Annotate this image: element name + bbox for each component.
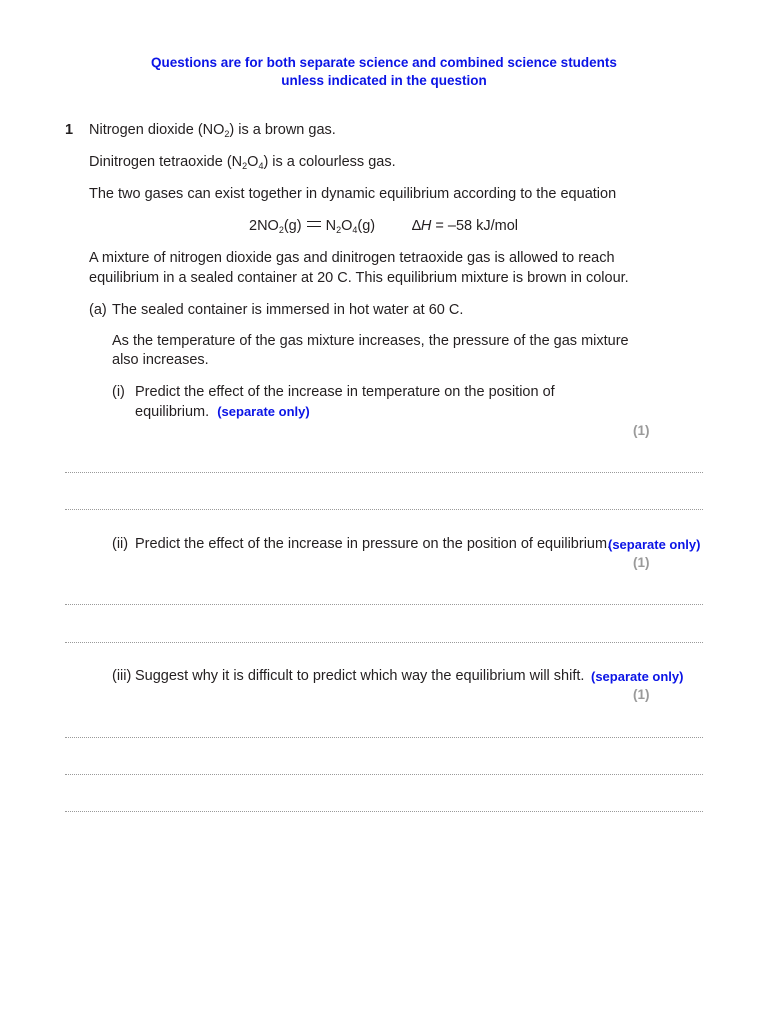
marks-ii: (1) xyxy=(633,555,650,570)
sentence-equilibrium-intro: The two gases can exist together in dynamic equilibrium according to the equation xyxy=(89,186,617,202)
part-a-para-line-1: As the temperature of the gas mixture increases, the pressure of the gas mixture xyxy=(112,333,629,349)
question-number: 1 xyxy=(65,122,74,138)
answer-line[interactable] xyxy=(65,604,703,605)
equilibrium-arrow-icon xyxy=(307,221,321,228)
sentence-no2: Nitrogen dioxide $(NO_2)$ is a brown gas. xyxy=(89,122,336,139)
part-iii-text: Suggest why it is difficult to predict which way the equilibrium will shift. xyxy=(135,668,585,684)
separate-only-tag: (separate only) xyxy=(608,537,701,552)
answer-line[interactable] xyxy=(65,811,703,812)
part-ii-label: (ii) xyxy=(112,536,129,552)
sentence-mixture-line-1: A mixture of nitrogen dioxide gas and dinitrogen tetraoxide gas is allowed to reach xyxy=(89,250,615,266)
marks-iii: (1) xyxy=(633,687,650,702)
part-a-label: (a) xyxy=(89,302,107,318)
sentence-mixture-line-2: equilibrium in a sealed container at 20 C. This equilibrium mixture is brown in colour. xyxy=(89,270,629,286)
sentence-n2o4: Dinitrogen tetraoxide $(N_2O_4)$ is a colourless gas. xyxy=(89,154,396,171)
separate-only-tag: (separate only) xyxy=(591,669,684,684)
answer-line[interactable] xyxy=(65,642,703,643)
answer-line[interactable] xyxy=(65,737,703,738)
header-line-2: unless indicated in the question xyxy=(281,73,487,88)
answer-line[interactable] xyxy=(65,472,703,473)
separate-only-tag: (separate only) xyxy=(217,404,310,419)
part-i-label: (i) xyxy=(112,384,125,400)
marks-i: (1) xyxy=(633,423,650,438)
equation: $2NO_2(g)$ $N_2O_4(g)$ xyxy=(249,218,376,235)
part-a-para-line-2: also increases. xyxy=(112,352,209,368)
answer-line[interactable] xyxy=(65,509,703,510)
answer-line[interactable] xyxy=(65,774,703,775)
part-i-line-1: Predict the effect of the increase in temperature on the position of xyxy=(135,384,555,400)
enthalpy-change: ∆H = –58 kJ/mol xyxy=(412,218,519,234)
part-iii-label: (iii) xyxy=(112,668,132,684)
part-i-line-2: equilibrium. (separate only) xyxy=(135,404,310,420)
header-line-1: Questions are for both separate science and combined science students xyxy=(151,55,617,70)
part-ii-text: Predict the effect of the increase in pressure on the position of equilibrium. xyxy=(135,536,612,552)
part-a-text: The sealed container is immersed in hot water at 60 C. xyxy=(112,302,464,318)
